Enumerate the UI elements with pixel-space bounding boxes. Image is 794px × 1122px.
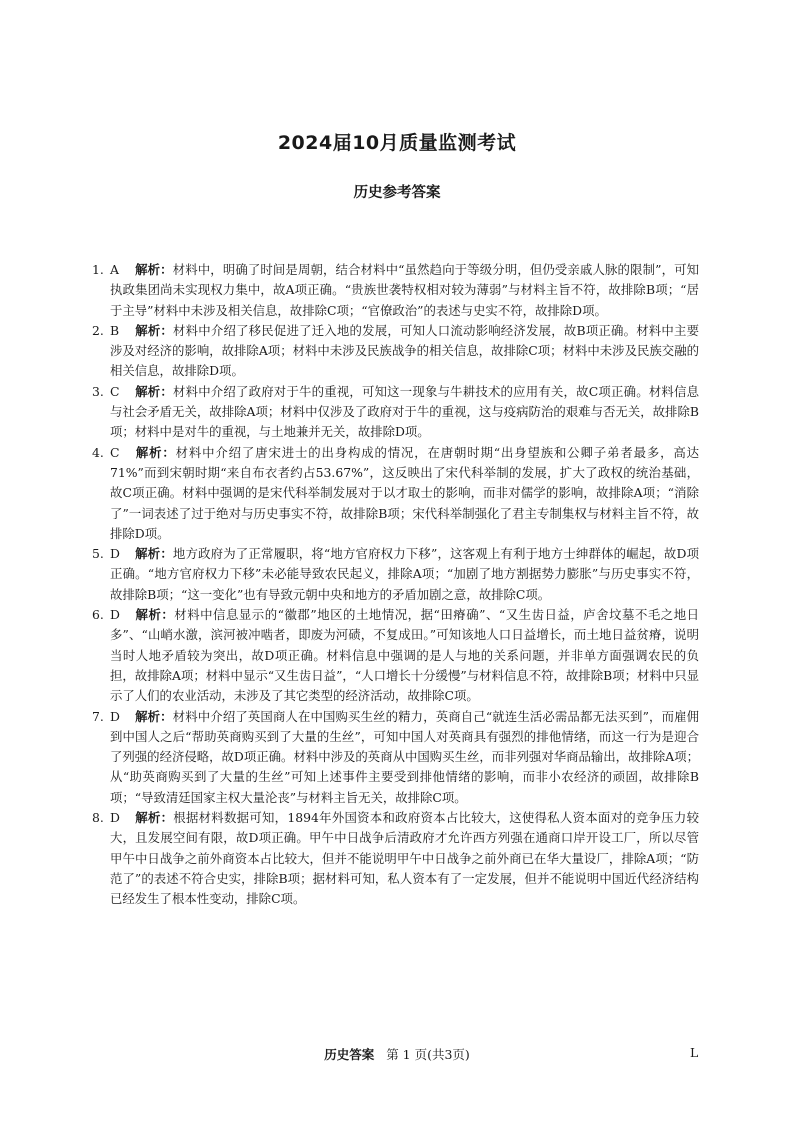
analysis-label: 解析： bbox=[135, 444, 176, 460]
page-footer bbox=[0, 1045, 794, 1063]
analysis-label: 解析： bbox=[135, 708, 173, 724]
analysis-text: 地方政府为了正常履职，将“地方官府权力下移”，这客观上有利于地方士绅群体的崛起，故D项正确。“地方官府权力下移”未必能导致农民起义，排除A项；“加剧了地方割据势力膨胀”与历史事实不符，故排除B项；“这一变化”也有导致元朝中央和地方的矛盾加剧之意，故排除C项。 bbox=[110, 546, 699, 602]
item-answer: D bbox=[110, 546, 120, 562]
analysis-label: 解析： bbox=[135, 810, 174, 826]
item-number: 4. bbox=[92, 444, 104, 460]
item-answer: C bbox=[110, 444, 120, 460]
item-answer: B bbox=[110, 322, 120, 338]
analysis-label: 解析： bbox=[135, 546, 173, 562]
item-number: 6. bbox=[92, 607, 104, 623]
analysis-label: 解析： bbox=[135, 322, 174, 338]
item-answer: C bbox=[110, 383, 120, 399]
answer-item-1 bbox=[93, 260, 699, 321]
answer-item-6 bbox=[93, 605, 699, 706]
analysis-text: 材料中信息显示的“徽郡”地区的土地情况，据“田瘠确”、“又生齿日益，庐舍坟墓不毛之地日多”、“山峭水激，滨河被冲啮者，即废为河碛，不复成田。”可知该地人口日益增长，而土地日益贫瘠，说明当时人地矛盾较为突出，故D项正确。材料信息中强调的是人与地的关系问题，并非单方面强调农民的负担，故排除A项；材料中显示“又生齿日益”，“人口增长十分缓慢”与材料信息不符，故排除B项；材料中只显示了人们的农业活动，未涉及了其它类型的经济活动，故排除C项。 bbox=[110, 607, 700, 704]
item-number: 3. bbox=[92, 383, 104, 399]
analysis-text: 材料中介绍了唐宋进士的出身构成的情况，在唐朝时期“出身望族和公卿子弟者最多，高达71%”而到宋朝时期“来自布衣者约占53.67%”，这反映出了宋代科举制的发展，扩大了政权的统治基础，故C项正确。材料中强调的是宋代科举制发展对于以才取士的影响，而非对儒学的影响，故排除A项；“消除了”一词表述了过于绝对与历史事实不符，故排除B项；宋代科举制强化了君主专制集权与材料主旨不符，故排除D项。 bbox=[110, 444, 699, 541]
version-code: L bbox=[690, 1045, 699, 1060]
item-answer: D bbox=[110, 810, 120, 826]
item-answer: D bbox=[110, 708, 120, 724]
answer-list bbox=[93, 260, 699, 910]
item-number: 5. bbox=[92, 546, 104, 562]
item-number: 8. bbox=[92, 810, 104, 826]
footer-page-info: 第 1 页(共3页) bbox=[386, 1047, 470, 1062]
analysis-label: 解析： bbox=[135, 607, 175, 623]
item-answer: A bbox=[110, 262, 119, 277]
answer-item-3 bbox=[93, 382, 699, 443]
answer-item-8 bbox=[93, 808, 699, 909]
analysis-text: 材料中，明确了时间是周朝，结合材料中“虽然趋向于等级分明，但仍受亲戚人脉的限制”，可知执政集团尚未实现权力集中，故A项正确。“贵族世袭特权相对较为薄弱”与材料主旨不符，故排除B项；“居于主导”材料中未涉及相关信息，故排除C项；“官僚政治”的表述与史实不符，故排除D项。 bbox=[110, 262, 700, 318]
analysis-text: 根据材料数据可知，1894年外国资本和政府资本占比较大，这使得私人资本面对的竞争压力较大，且发展空间有限，故D项正确。甲午中日战争后清政府才允许西方列强在通商口岸开设工厂，所以尽管甲午中日战争之前外商资本占比较大，但并不能说明甲午中日战争之前外商已在华大量设厂，排除A项；“防范了”的表述不符合史实，排除B项；据材料可知，私人资本有了一定发展，但并不能说明中国近代经济结构已经发生了根本性变动，排除C项。 bbox=[110, 810, 699, 907]
analysis-label: 解析： bbox=[135, 383, 174, 399]
footer-subject: 历史答案 bbox=[324, 1047, 375, 1062]
page-title: 2024届10月质量监测考试 bbox=[277, 132, 517, 154]
answer-item-5 bbox=[93, 544, 699, 605]
analysis-label: 解析： bbox=[135, 262, 173, 277]
item-number: 2. bbox=[92, 322, 104, 338]
analysis-text: 材料中介绍了英国商人在中国购买生丝的精力，英商自己“就连生活必需品都无法买到”，而雇佣到中国人之后“帮助英商购买到了大量的生丝”，可知中国人对英商具有强烈的排他情绪，而这一行为是迎合了列强的经济侵略，故D项正确。材料中涉及的英商从中国购买生丝，而非列强对华商品输出，故排除A项；从“助英商购买到了大量的生丝”可知上述事件主要受到排他情绪的影响，而非小农经济的顽固，故排除B项；“导致清廷国家主权大量沦丧”与材料主旨无关，故排除C项。 bbox=[110, 708, 700, 805]
item-number: 7. bbox=[92, 708, 104, 724]
answer-item-4 bbox=[93, 443, 699, 544]
item-answer: D bbox=[110, 607, 120, 623]
item-number: 1. bbox=[92, 262, 104, 277]
answer-item-2 bbox=[93, 321, 699, 382]
analysis-text: 材料中介绍了移民促进了迁入地的发展，可知人口流动影响经济发展，故B项正确。材料中主要涉及对经济的影响，故排除A项；材料中未涉及民族战争的相关信息，故排除C项；材料中未涉及民族交融的相关信息，故排除D项。 bbox=[110, 322, 700, 379]
analysis-text: 材料中介绍了政府对于牛的重视，可知这一现象与牛耕技术的应用有关，故C项正确。材料信息与社会矛盾无关，故排除A项；材料中仅涉及了政府对于牛的重视，这与疫病防治的艰难与否无关，故排除B项；材料中是对牛的重视，与土地兼并无关，故排除D项。 bbox=[110, 383, 700, 440]
page-subtitle: 历史参考答案 bbox=[353, 185, 441, 201]
answer-item-7 bbox=[93, 707, 699, 808]
